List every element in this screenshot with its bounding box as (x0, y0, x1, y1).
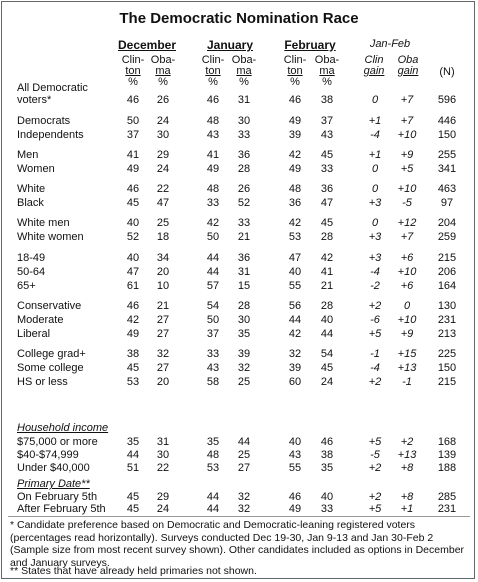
cell: 31 (237, 266, 251, 278)
cell: -1 (370, 348, 380, 360)
cell: -2 (370, 280, 380, 292)
row-label: Under $40,000 (17, 462, 90, 474)
cell: 46 (126, 300, 140, 312)
cell: 47 (320, 197, 334, 209)
cell: 33 (320, 163, 334, 175)
cell: 58 (206, 376, 220, 388)
cell: 29 (156, 149, 170, 161)
cell: 32 (237, 491, 251, 503)
cell: 10 (156, 280, 170, 292)
cell: 32 (237, 362, 251, 374)
cell: +13 (397, 449, 417, 461)
footnote-2: ** States that have already held primaries not shown. (10, 565, 257, 577)
cell: 26 (156, 94, 170, 106)
cell: 48 (288, 183, 302, 195)
cell: 46 (320, 436, 334, 448)
cell: 28 (237, 163, 251, 175)
col-head-clinton-2-line-1: ton (205, 65, 221, 77)
table-row (2, 149, 476, 161)
cell: +9 (400, 328, 414, 340)
col-head-clinton-2-line-2: % (208, 76, 218, 88)
cell: +10 (397, 314, 417, 326)
table-row (2, 280, 476, 292)
cell: 150 (437, 362, 457, 374)
cell: 52 (237, 197, 251, 209)
cell: 22 (156, 462, 170, 474)
cell: 130 (437, 300, 457, 312)
table-row (2, 462, 476, 474)
cell: 25 (237, 449, 251, 461)
cell: 33 (206, 348, 220, 360)
cell: 168 (437, 436, 457, 448)
cell: 45 (320, 217, 334, 229)
col-head-obama-5-line-0: Oba- (314, 54, 340, 66)
col-head-clinton-0-line-0: Clin- (121, 54, 145, 66)
cell: 49 (126, 328, 140, 340)
cell: 33 (206, 197, 220, 209)
cell: 31 (156, 436, 170, 448)
cell: -4 (370, 129, 380, 141)
cell: +12 (397, 217, 417, 229)
cell: 41 (126, 149, 140, 161)
cell: 57 (206, 280, 220, 292)
cell: 45 (126, 197, 140, 209)
cell: 24 (320, 376, 334, 388)
row-label: Liberal (17, 328, 51, 340)
cell: 139 (437, 449, 457, 461)
cell: +5 (368, 436, 382, 448)
cell: 45 (320, 149, 334, 161)
cell: 255 (437, 149, 457, 161)
cell: 43 (206, 129, 220, 141)
cell: 60 (288, 376, 302, 388)
row-label: White (17, 183, 46, 195)
cell: 43 (288, 449, 302, 461)
col-head-clin_gain-line-1: gain (363, 65, 385, 77)
cell: 29 (156, 491, 170, 503)
cell: +7 (400, 231, 414, 243)
table-row (2, 231, 476, 243)
cell: 21 (237, 231, 251, 243)
cell: 44 (206, 491, 220, 503)
cell: 51 (126, 462, 140, 474)
change-header: Jan-Feb (369, 38, 411, 50)
col-head-obama-1-line-1: ma (155, 65, 171, 77)
row-label: Conservative (17, 300, 82, 312)
row-label: $40-$74,999 (17, 449, 79, 461)
section-primary-date: Primary Date** (17, 478, 90, 490)
col-head-obama-1-line-2: % (158, 76, 168, 88)
table-row (2, 503, 476, 515)
row-label-cont: voters* (17, 94, 52, 106)
cell: +1 (400, 503, 414, 515)
cell: 30 (237, 314, 251, 326)
month-february: February (284, 38, 336, 52)
cell: 463 (437, 183, 457, 195)
cell: 33 (320, 503, 334, 515)
table-frame (1, 1, 475, 579)
cell: 0 (371, 163, 379, 175)
cell: 97 (440, 197, 454, 209)
cell: +15 (397, 348, 417, 360)
cell: 55 (288, 280, 302, 292)
cell: +3 (368, 197, 382, 209)
cell: 46 (288, 491, 302, 503)
row-label: Democrats (17, 115, 71, 127)
cell: 40 (126, 217, 140, 229)
cell: 215 (437, 376, 457, 388)
row-label: On February 5th (17, 491, 98, 503)
cell: 21 (320, 280, 334, 292)
cell: 27 (156, 362, 170, 374)
cell: 39 (288, 362, 302, 374)
cell: 38 (320, 94, 334, 106)
cell: -4 (370, 266, 380, 278)
cell: 39 (237, 348, 251, 360)
cell: 32 (288, 348, 302, 360)
cell: 35 (126, 436, 140, 448)
cell: 285 (437, 491, 457, 503)
cell: +2 (400, 436, 414, 448)
cell: 46 (126, 183, 140, 195)
cell: 259 (437, 231, 457, 243)
cell: 48 (206, 449, 220, 461)
cell: 25 (237, 376, 251, 388)
cell: 49 (288, 115, 302, 127)
cell: +6 (400, 252, 414, 264)
cell: 446 (437, 115, 457, 127)
cell: +2 (368, 376, 382, 388)
cell: 41 (206, 149, 220, 161)
col-head-obama-3-line-1: ma (236, 65, 252, 77)
cell: 48 (206, 183, 220, 195)
table-row (2, 197, 476, 209)
cell: 27 (237, 462, 251, 474)
cell: 36 (237, 252, 251, 264)
table-row (2, 362, 476, 374)
cell: 45 (126, 362, 140, 374)
cell: 49 (206, 163, 220, 175)
table-row (2, 328, 476, 340)
cell: 231 (437, 503, 457, 515)
row-label: Independents (17, 129, 84, 141)
cell: 42 (320, 252, 334, 264)
row-label: White men (17, 217, 70, 229)
row-label: Women (17, 163, 55, 175)
cell: +10 (397, 183, 417, 195)
cell: 35 (206, 436, 220, 448)
cell: 21 (156, 300, 170, 312)
cell: 45 (126, 491, 140, 503)
cell: 46 (126, 94, 140, 106)
table-row (2, 491, 476, 503)
cell: 24 (156, 163, 170, 175)
cell: 188 (437, 462, 457, 474)
cell: 52 (126, 231, 140, 243)
cell: +13 (397, 362, 417, 374)
cell: 41 (320, 266, 334, 278)
cell: +10 (397, 266, 417, 278)
cell: 24 (156, 503, 170, 515)
section-income: Household income (17, 422, 109, 434)
cell: +1 (368, 115, 382, 127)
cell: +2 (368, 300, 382, 312)
cell: 40 (288, 436, 302, 448)
cell: 36 (288, 197, 302, 209)
cell: 42 (206, 217, 220, 229)
cell: 53 (288, 231, 302, 243)
cell: 20 (156, 266, 170, 278)
col-head-clin_gain-line-0: Clin (364, 54, 384, 66)
row-label: White women (17, 231, 84, 243)
cell: -6 (370, 314, 380, 326)
row-label: Moderate (17, 314, 64, 326)
row-label: College grad+ (17, 348, 86, 360)
table-row (2, 252, 476, 264)
cell: 37 (126, 129, 140, 141)
cell: 46 (206, 94, 220, 106)
cell: 49 (288, 163, 302, 175)
cell: 44 (206, 266, 220, 278)
cell: 213 (437, 328, 457, 340)
cell: 47 (288, 252, 302, 264)
cell: 44 (288, 314, 302, 326)
cell: 56 (288, 300, 302, 312)
cell: 54 (320, 348, 334, 360)
cell: 28 (320, 231, 334, 243)
col-head-oba_gain-line-1: gain (397, 65, 419, 77)
cell: 55 (288, 462, 302, 474)
cell: +1 (368, 149, 382, 161)
cell: 32 (237, 503, 251, 515)
cell: 37 (320, 115, 334, 127)
cell: 53 (126, 376, 140, 388)
col-head-clinton-4-line-2: % (290, 76, 300, 88)
cell: 27 (156, 314, 170, 326)
cell: 44 (206, 503, 220, 515)
cell: 43 (320, 129, 334, 141)
table-row (2, 449, 476, 461)
cell: 28 (237, 300, 251, 312)
cell: 15 (237, 280, 251, 292)
cell: 61 (126, 280, 140, 292)
row-label: Some college (17, 362, 84, 374)
cell: 45 (126, 503, 140, 515)
cell: 164 (437, 280, 457, 292)
cell: +8 (400, 491, 414, 503)
cell: 215 (437, 252, 457, 264)
cell: 50 (126, 115, 140, 127)
cell: 32 (156, 348, 170, 360)
cell: 37 (206, 328, 220, 340)
cell: 30 (237, 115, 251, 127)
cell: 50 (206, 231, 220, 243)
table-row (2, 115, 476, 127)
table-row (2, 348, 476, 360)
divider (8, 516, 470, 517)
cell: 18 (156, 231, 170, 243)
cell: +5 (368, 503, 382, 515)
cell: 36 (237, 149, 251, 161)
col-head-clinton-0-line-2: % (128, 76, 138, 88)
cell: 42 (288, 328, 302, 340)
col-head-clinton-0-line-1: ton (125, 65, 141, 77)
cell: 225 (437, 348, 457, 360)
cell: 204 (437, 217, 457, 229)
cell: 42 (288, 217, 302, 229)
row-label: $75,000 or more (17, 436, 98, 448)
cell: 40 (320, 491, 334, 503)
cell: +8 (400, 462, 414, 474)
col-head-oba_gain-line-0: Oba (397, 54, 419, 66)
cell: 44 (237, 436, 251, 448)
cell: 39 (288, 129, 302, 141)
table-row (2, 314, 476, 326)
cell: 46 (288, 94, 302, 106)
cell: 30 (156, 449, 170, 461)
cell: 596 (437, 94, 457, 106)
cell: 31 (237, 94, 251, 106)
cell: 33 (237, 217, 251, 229)
month-january: January (206, 38, 254, 52)
col-head-obama-5-line-1: ma (319, 65, 335, 77)
row-label: Men (17, 149, 39, 161)
cell: -5 (370, 449, 380, 461)
cell: +7 (400, 94, 414, 106)
cell: 35 (320, 462, 334, 474)
cell: -5 (402, 197, 412, 209)
row-label: Black (17, 197, 44, 209)
cell: 33 (237, 129, 251, 141)
col-head-obama-5-line-2: % (322, 76, 332, 88)
col-head-clinton-4-line-0: Clin- (283, 54, 307, 66)
cell: 26 (237, 183, 251, 195)
cell: +3 (368, 252, 382, 264)
col-head-obama-3-line-0: Oba- (231, 54, 257, 66)
cell: 28 (320, 300, 334, 312)
table-row (2, 217, 476, 229)
cell: 30 (156, 129, 170, 141)
cell: 231 (437, 314, 457, 326)
row-label: HS or less (17, 376, 68, 388)
cell: 20 (156, 376, 170, 388)
table-row (2, 183, 476, 195)
cell: 0 (371, 217, 379, 229)
cell: 0 (371, 183, 379, 195)
cell: 40 (126, 252, 140, 264)
cell: +5 (400, 163, 414, 175)
row-label: 18-49 (17, 252, 46, 264)
cell: 206 (437, 266, 457, 278)
table-row (2, 300, 476, 312)
cell: 53 (206, 462, 220, 474)
cell: 49 (288, 503, 302, 515)
cell: +6 (400, 280, 414, 292)
col-head-clinton-4-line-1: ton (287, 65, 303, 77)
row-label: 65+ (17, 280, 36, 292)
cell: -4 (370, 362, 380, 374)
table-row (2, 436, 476, 448)
cell: 0 (403, 300, 411, 312)
cell: 40 (288, 266, 302, 278)
cell: 47 (126, 266, 140, 278)
table-row (2, 376, 476, 388)
cell: 43 (206, 362, 220, 374)
cell: 27 (156, 328, 170, 340)
cell: 38 (126, 348, 140, 360)
cell: 341 (437, 163, 457, 175)
cell: 36 (320, 183, 334, 195)
cell: +5 (368, 328, 382, 340)
cell: +9 (400, 149, 414, 161)
cell: +2 (368, 491, 382, 503)
cell: -1 (402, 376, 412, 388)
cell: 22 (156, 183, 170, 195)
cell: +2 (368, 462, 382, 474)
cell: 42 (288, 149, 302, 161)
cell: +7 (400, 115, 414, 127)
cell: 47 (156, 197, 170, 209)
table-row (2, 82, 476, 106)
col-head-n: (N) (439, 66, 455, 78)
cell: 44 (126, 449, 140, 461)
cell: 44 (320, 328, 334, 340)
cell: 24 (156, 115, 170, 127)
cell: 35 (237, 328, 251, 340)
cell: 150 (437, 129, 457, 141)
row-label: All Democratic (17, 82, 88, 94)
cell: 49 (126, 163, 140, 175)
cell: 25 (156, 217, 170, 229)
footnote-1: * Candidate preference based on Democratic and Democratic-leaning registered voters (percentages read horizontally). Surveys conducted Dec 19-30, Jan 9-13 and Jan 30-Feb 2 (Sample size from most recent survey shown). Other candidates included as options in December and January surveys. (10, 519, 465, 569)
cell: 38 (320, 449, 334, 461)
cell: +3 (368, 231, 382, 243)
cell: 44 (206, 252, 220, 264)
page-title: The Democratic Nomination Race (119, 10, 359, 27)
cell: 34 (156, 252, 170, 264)
table-row (2, 163, 476, 175)
cell: 42 (126, 314, 140, 326)
table-row (2, 129, 476, 141)
table-row (2, 266, 476, 278)
cell: 45 (320, 362, 334, 374)
row-label: After February 5th (17, 503, 106, 515)
cell: 48 (206, 115, 220, 127)
cell: 0 (371, 94, 379, 106)
row-label: 50-64 (17, 266, 46, 278)
cell: 50 (206, 314, 220, 326)
col-head-obama-1-line-0: Oba- (150, 54, 176, 66)
month-december: December (117, 38, 177, 52)
col-head-obama-3-line-2: % (239, 76, 249, 88)
col-head-clinton-2-line-0: Clin- (201, 54, 225, 66)
cell: 54 (206, 300, 220, 312)
cell: 40 (320, 314, 334, 326)
cell: +10 (397, 129, 417, 141)
